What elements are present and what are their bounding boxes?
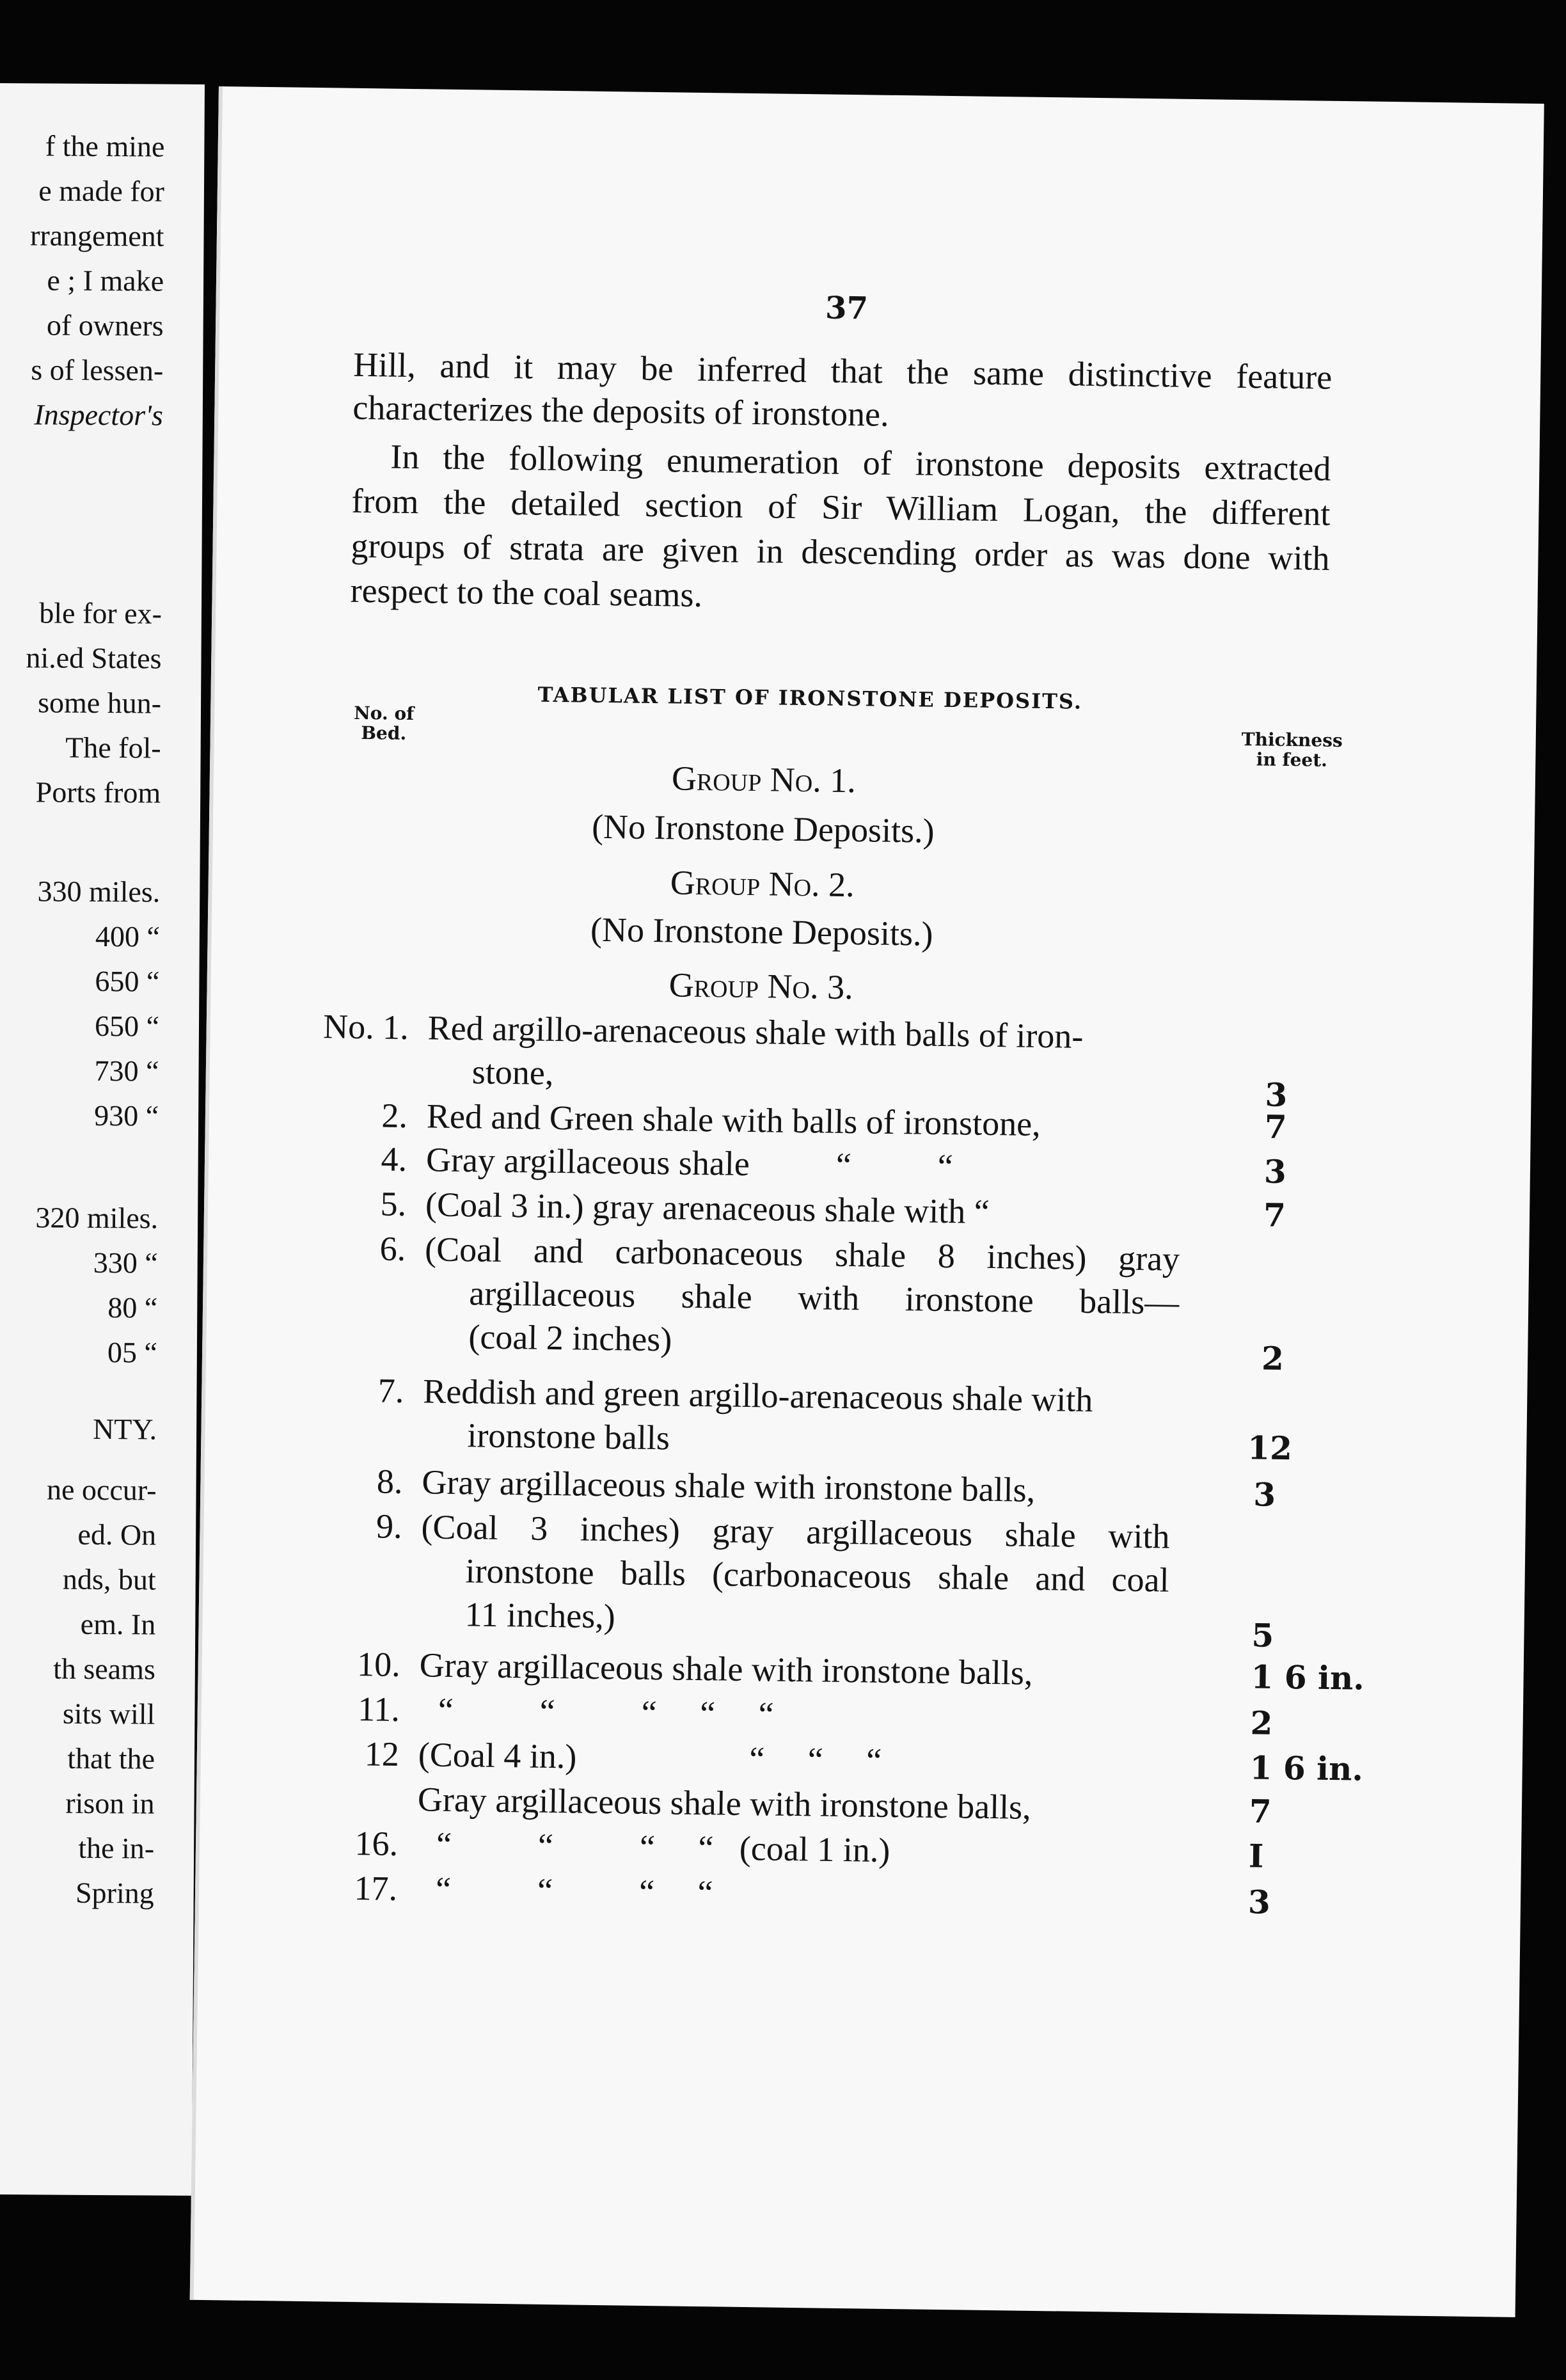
left-page-line: e made for bbox=[38, 174, 165, 208]
left-page-line: e ; I make bbox=[47, 264, 164, 298]
bed-description-line: Gray argillaceous shale with ironstone balls, bbox=[417, 1780, 1032, 1827]
bed-thickness: 1 6 in. bbox=[1251, 1658, 1365, 1697]
bed-thickness: 7 bbox=[1264, 1107, 1288, 1146]
bed-thickness: 7 bbox=[1249, 1792, 1272, 1830]
left-page-line: 330 “ bbox=[93, 1246, 158, 1280]
bed-number: 9. bbox=[376, 1507, 402, 1546]
column-header-bed-line: Bed. bbox=[361, 722, 407, 744]
left-page-line: rrangement bbox=[29, 219, 164, 253]
page-37 bbox=[190, 86, 1544, 2317]
left-page-fragment bbox=[0, 83, 205, 2196]
left-page-line: 650 “ bbox=[94, 1009, 160, 1043]
left-page-line: 930 “ bbox=[94, 1099, 159, 1132]
left-page-line: Spring bbox=[75, 1876, 154, 1910]
bed-description-line: (coal 2 inches) bbox=[468, 1317, 672, 1359]
left-page-line: the in- bbox=[78, 1831, 155, 1865]
group-heading: Group No. 1. bbox=[671, 759, 857, 800]
bed-description-line: (Coal and carbonaceous shale 8 inches) gray bbox=[424, 1230, 1180, 1278]
column-header-thickness bbox=[1234, 730, 1350, 771]
column-header-bed bbox=[342, 704, 426, 744]
bed-number: 4. bbox=[381, 1139, 407, 1178]
bed-number: 11. bbox=[357, 1690, 400, 1729]
bed-thickness: I bbox=[1248, 1837, 1264, 1875]
bed-description-line: ironstone balls bbox=[467, 1416, 670, 1457]
bed-description-line: (Coal 3 inches) gray argillaceous shale with bbox=[421, 1507, 1170, 1556]
paragraph-line: respect to the coal seams. bbox=[350, 571, 703, 614]
bed-description-line: Red argillo-arenaceous shale with balls of iron- bbox=[427, 1008, 1084, 1056]
bed-number: 2. bbox=[381, 1096, 408, 1135]
bed-description-line: ironstone balls (carbonaceous shale and coal bbox=[465, 1551, 1169, 1599]
bed-description-line: Red and Green shale with balls of ironstone, bbox=[426, 1097, 1041, 1143]
left-page-line: Ports from bbox=[35, 775, 161, 809]
left-page-line: nds, but bbox=[62, 1562, 156, 1596]
left-page-line: 650 “ bbox=[95, 964, 160, 998]
column-header-thickness-line: Thickness bbox=[1241, 729, 1343, 752]
bed-thickness: 2 bbox=[1250, 1704, 1273, 1742]
left-page-line: 730 “ bbox=[94, 1054, 159, 1088]
table-title: TABULAR LIST OF IRONSTONE DEPOSITS. bbox=[537, 682, 1083, 714]
bed-number: 10. bbox=[356, 1645, 401, 1684]
left-page-line: ble for ex- bbox=[39, 596, 162, 630]
left-page-line: s of lessen- bbox=[31, 353, 164, 387]
left-page-line: ne occur- bbox=[46, 1473, 157, 1507]
bed-description-line: stone, bbox=[471, 1052, 554, 1092]
left-page-line: 400 “ bbox=[95, 919, 161, 953]
paragraph-line: from the detailed section of Sir William Logan, the different bbox=[351, 481, 1331, 533]
left-page-heading-fragment: NTY. bbox=[92, 1412, 157, 1446]
bed-number: 5. bbox=[380, 1184, 407, 1223]
paragraph-line: In the following enumeration of ironstone deposits extracted bbox=[390, 437, 1331, 488]
page-number: 37 bbox=[825, 290, 869, 327]
bed-thickness: 12 bbox=[1247, 1429, 1293, 1468]
bed-thickness: 5 bbox=[1251, 1616, 1274, 1654]
bed-description-line: argillaceous shale with ironstone balls— bbox=[468, 1274, 1180, 1322]
bed-thickness: 7 bbox=[1263, 1196, 1286, 1234]
left-page-line: th seams bbox=[53, 1652, 156, 1686]
bed-number: 8. bbox=[376, 1462, 403, 1501]
bed-thickness: 3 bbox=[1263, 1152, 1287, 1191]
left-page-line: ed. On bbox=[77, 1518, 157, 1551]
left-page-line: Inspector's bbox=[34, 398, 163, 432]
left-page-line: 320 miles. bbox=[35, 1201, 159, 1235]
left-page-line: some hun- bbox=[38, 686, 162, 720]
bed-description-line: Reddish and green argillo-arenaceous shale with bbox=[422, 1372, 1093, 1420]
column-header-bed-line: No. of bbox=[353, 702, 415, 725]
left-page-line: f the mine bbox=[45, 129, 165, 163]
bed-description-line: (Coal 4 in.) “ “ “ bbox=[418, 1735, 882, 1780]
bed-number: 16. bbox=[354, 1824, 399, 1863]
left-page-line: 80 “ bbox=[107, 1291, 158, 1324]
left-page-line: that the bbox=[67, 1741, 155, 1775]
bed-number: 7. bbox=[377, 1371, 404, 1410]
intro-line: Hill, and it may be inferred that the same distinctive feature bbox=[352, 345, 1333, 397]
paragraph-line: groups of strata are given in descending order as was done with bbox=[351, 526, 1330, 578]
left-page-line: rison in bbox=[65, 1786, 155, 1820]
bed-description-line: Gray argillaceous shale with ironstone balls, bbox=[419, 1646, 1033, 1692]
group-heading: Group No. 3. bbox=[668, 965, 853, 1007]
bed-description-line: (Coal 3 in.) gray arenaceous shale with “ bbox=[425, 1185, 990, 1231]
column-header-thickness-line: in feet. bbox=[1256, 749, 1328, 771]
bed-description-line: “ “ “ “ “ bbox=[438, 1690, 775, 1734]
bed-thickness: 2 bbox=[1261, 1339, 1285, 1377]
intro-line: characterizes the deposits of ironstone. bbox=[352, 388, 889, 434]
group-heading: Group No. 2. bbox=[670, 863, 855, 905]
left-page-line: sits will bbox=[62, 1697, 155, 1731]
left-page-line: of owners bbox=[46, 308, 164, 342]
left-page-line: ni.ed States bbox=[26, 641, 162, 675]
bed-number: No. 1. bbox=[322, 1007, 409, 1047]
group-note: (No Ironstone Deposits.) bbox=[590, 910, 933, 953]
bed-description-line: “ “ “ “ (coal 1 in.) bbox=[436, 1825, 890, 1869]
bed-number: 6. bbox=[379, 1229, 406, 1268]
bed-thickness: 3 bbox=[1265, 1075, 1288, 1114]
bed-thickness: 1 6 in. bbox=[1249, 1749, 1364, 1788]
bed-number: 17. bbox=[354, 1869, 398, 1908]
left-page-line: The fol- bbox=[65, 731, 161, 765]
bed-description-line: “ “ “ “ bbox=[435, 1869, 713, 1912]
bed-description-line: Gray argillaceous shale “ “ bbox=[425, 1140, 954, 1186]
bed-thickness: 3 bbox=[1247, 1883, 1271, 1921]
bed-thickness: 3 bbox=[1253, 1475, 1276, 1514]
left-page-line: 05 “ bbox=[107, 1336, 158, 1369]
bed-description-line: 11 inches,) bbox=[464, 1595, 616, 1636]
left-page-line: 330 miles. bbox=[37, 875, 161, 908]
left-page-line: em. In bbox=[80, 1607, 156, 1641]
group-note: (No Ironstone Deposits.) bbox=[591, 807, 935, 850]
bed-number: 12 bbox=[364, 1734, 400, 1773]
bed-description-line: Gray argillaceous shale with ironstone balls, bbox=[422, 1463, 1036, 1509]
